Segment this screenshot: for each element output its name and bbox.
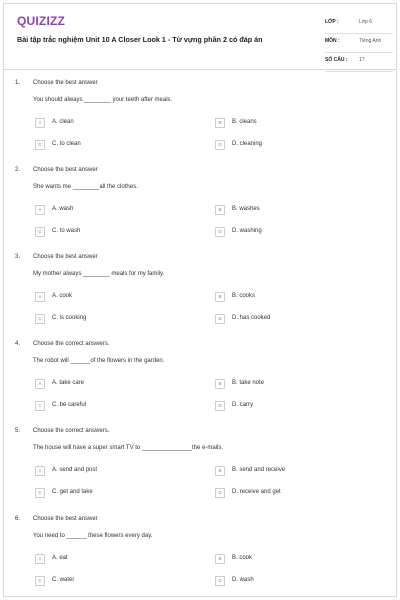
option-text: B. cooks bbox=[232, 293, 256, 299]
meta-row-subject bbox=[325, 34, 393, 53]
question-instruction: Choose the best answer bbox=[33, 516, 98, 522]
question-number: 2. bbox=[15, 167, 21, 173]
question-number: 1. bbox=[15, 80, 21, 86]
meta-label-question-count: SỐ CÂU : bbox=[325, 57, 348, 63]
option-text: B. washes bbox=[232, 206, 260, 212]
option-letter-box: B bbox=[215, 466, 225, 476]
option-letter-box: B bbox=[215, 379, 225, 389]
quizizz-logo: QUIZIZZ bbox=[17, 14, 66, 28]
option-text: A. clean bbox=[52, 119, 74, 125]
option-letter-box: C bbox=[35, 140, 45, 150]
option-letter-box: A bbox=[35, 205, 45, 215]
question-instruction: Choose the best answer bbox=[33, 167, 98, 173]
option-letter-box: D bbox=[215, 576, 225, 586]
meta-value-grade: Lớp 6 bbox=[359, 19, 373, 25]
option-text: D. wash bbox=[232, 577, 254, 583]
question-instruction: Choose the correct answers. bbox=[33, 341, 110, 347]
option-text: B. send and receive bbox=[232, 467, 286, 473]
question-number: 6. bbox=[15, 516, 21, 522]
meta-row-question-count bbox=[325, 53, 393, 72]
meta-value-question-count: 17 bbox=[359, 57, 365, 63]
option-letter-box: A bbox=[35, 466, 45, 476]
option-letter-box: C bbox=[35, 576, 45, 586]
question-sentence: She wants me ________all the clothes. bbox=[33, 184, 138, 190]
option-text: B. cook bbox=[232, 555, 253, 561]
meta-value-subject: Tiếng Anh bbox=[359, 38, 382, 44]
question-sentence: You need to ______ these flowers every day. bbox=[33, 533, 153, 539]
option-text: C. to wash bbox=[52, 228, 81, 234]
option-letter-box: C bbox=[35, 401, 45, 411]
option-text: D. washing bbox=[232, 228, 262, 234]
question-sentence: The house will have a super smart TV to _______________the e-mails. bbox=[33, 445, 224, 451]
question-number: 3. bbox=[15, 254, 21, 260]
option-letter-box: A bbox=[35, 292, 45, 302]
option-letter-box: A bbox=[35, 379, 45, 389]
option-text: C. get and take bbox=[52, 489, 93, 495]
option-letter-box: A bbox=[35, 118, 45, 128]
option-text: A. cook bbox=[52, 293, 73, 299]
option-text: C. be careful bbox=[52, 402, 87, 408]
meta-panel bbox=[325, 15, 393, 72]
question-number: 4. bbox=[15, 341, 21, 347]
option-letter-box: B bbox=[215, 292, 225, 302]
worksheet-title: Bài tập trắc nghiệm Unit 10 A Closer Look 1 - Từ vựng phần 2 có đáp án bbox=[17, 35, 263, 44]
option-text: A. eat bbox=[52, 555, 68, 561]
option-text: A. take care bbox=[52, 380, 85, 386]
question-instruction: Choose the best answer bbox=[33, 254, 98, 260]
option-text: D. receive and get bbox=[232, 489, 281, 495]
option-letter-box: D bbox=[215, 401, 225, 411]
option-letter-box: C bbox=[35, 314, 45, 324]
option-letter-box: C bbox=[35, 488, 45, 498]
option-text: C. is cooking bbox=[52, 315, 87, 321]
option-letter-box: B bbox=[215, 554, 225, 564]
meta-label-subject: MÔN : bbox=[325, 38, 340, 44]
option-letter-box: B bbox=[215, 205, 225, 215]
question-number: 5. bbox=[15, 428, 21, 434]
option-text: A. wash bbox=[52, 206, 74, 212]
option-letter-box: D bbox=[215, 227, 225, 237]
worksheet-header bbox=[3, 3, 397, 70]
question-instruction: Choose the best answer bbox=[33, 80, 98, 86]
option-text: D. carry bbox=[232, 402, 253, 408]
option-text: B. cleans bbox=[232, 119, 257, 125]
question-instruction: Choose the correct answers. bbox=[33, 428, 110, 434]
option-letter-box: D bbox=[215, 488, 225, 498]
option-letter-box: B bbox=[215, 118, 225, 128]
option-text: C. to clean bbox=[52, 141, 81, 147]
option-letter-box: A bbox=[35, 554, 45, 564]
option-text: B. take note bbox=[232, 380, 265, 386]
page-border bbox=[3, 3, 397, 597]
option-text: D. cleaning bbox=[232, 141, 263, 147]
question-sentence: You should always ________ your teeth after meals. bbox=[33, 97, 173, 103]
option-letter-box: D bbox=[215, 314, 225, 324]
option-text: C. water bbox=[52, 577, 75, 583]
question-sentence: The robot will ______of the flowers in the garden. bbox=[33, 358, 165, 364]
question-sentence: My mother always ________ meals for my family. bbox=[33, 271, 165, 277]
meta-row-grade bbox=[325, 15, 393, 34]
option-letter-box: C bbox=[35, 227, 45, 237]
option-letter-box: D bbox=[215, 140, 225, 150]
option-text: D. has cooked bbox=[232, 315, 271, 321]
option-text: A. send and post bbox=[52, 467, 98, 473]
meta-label-grade: LỚP : bbox=[325, 19, 339, 25]
